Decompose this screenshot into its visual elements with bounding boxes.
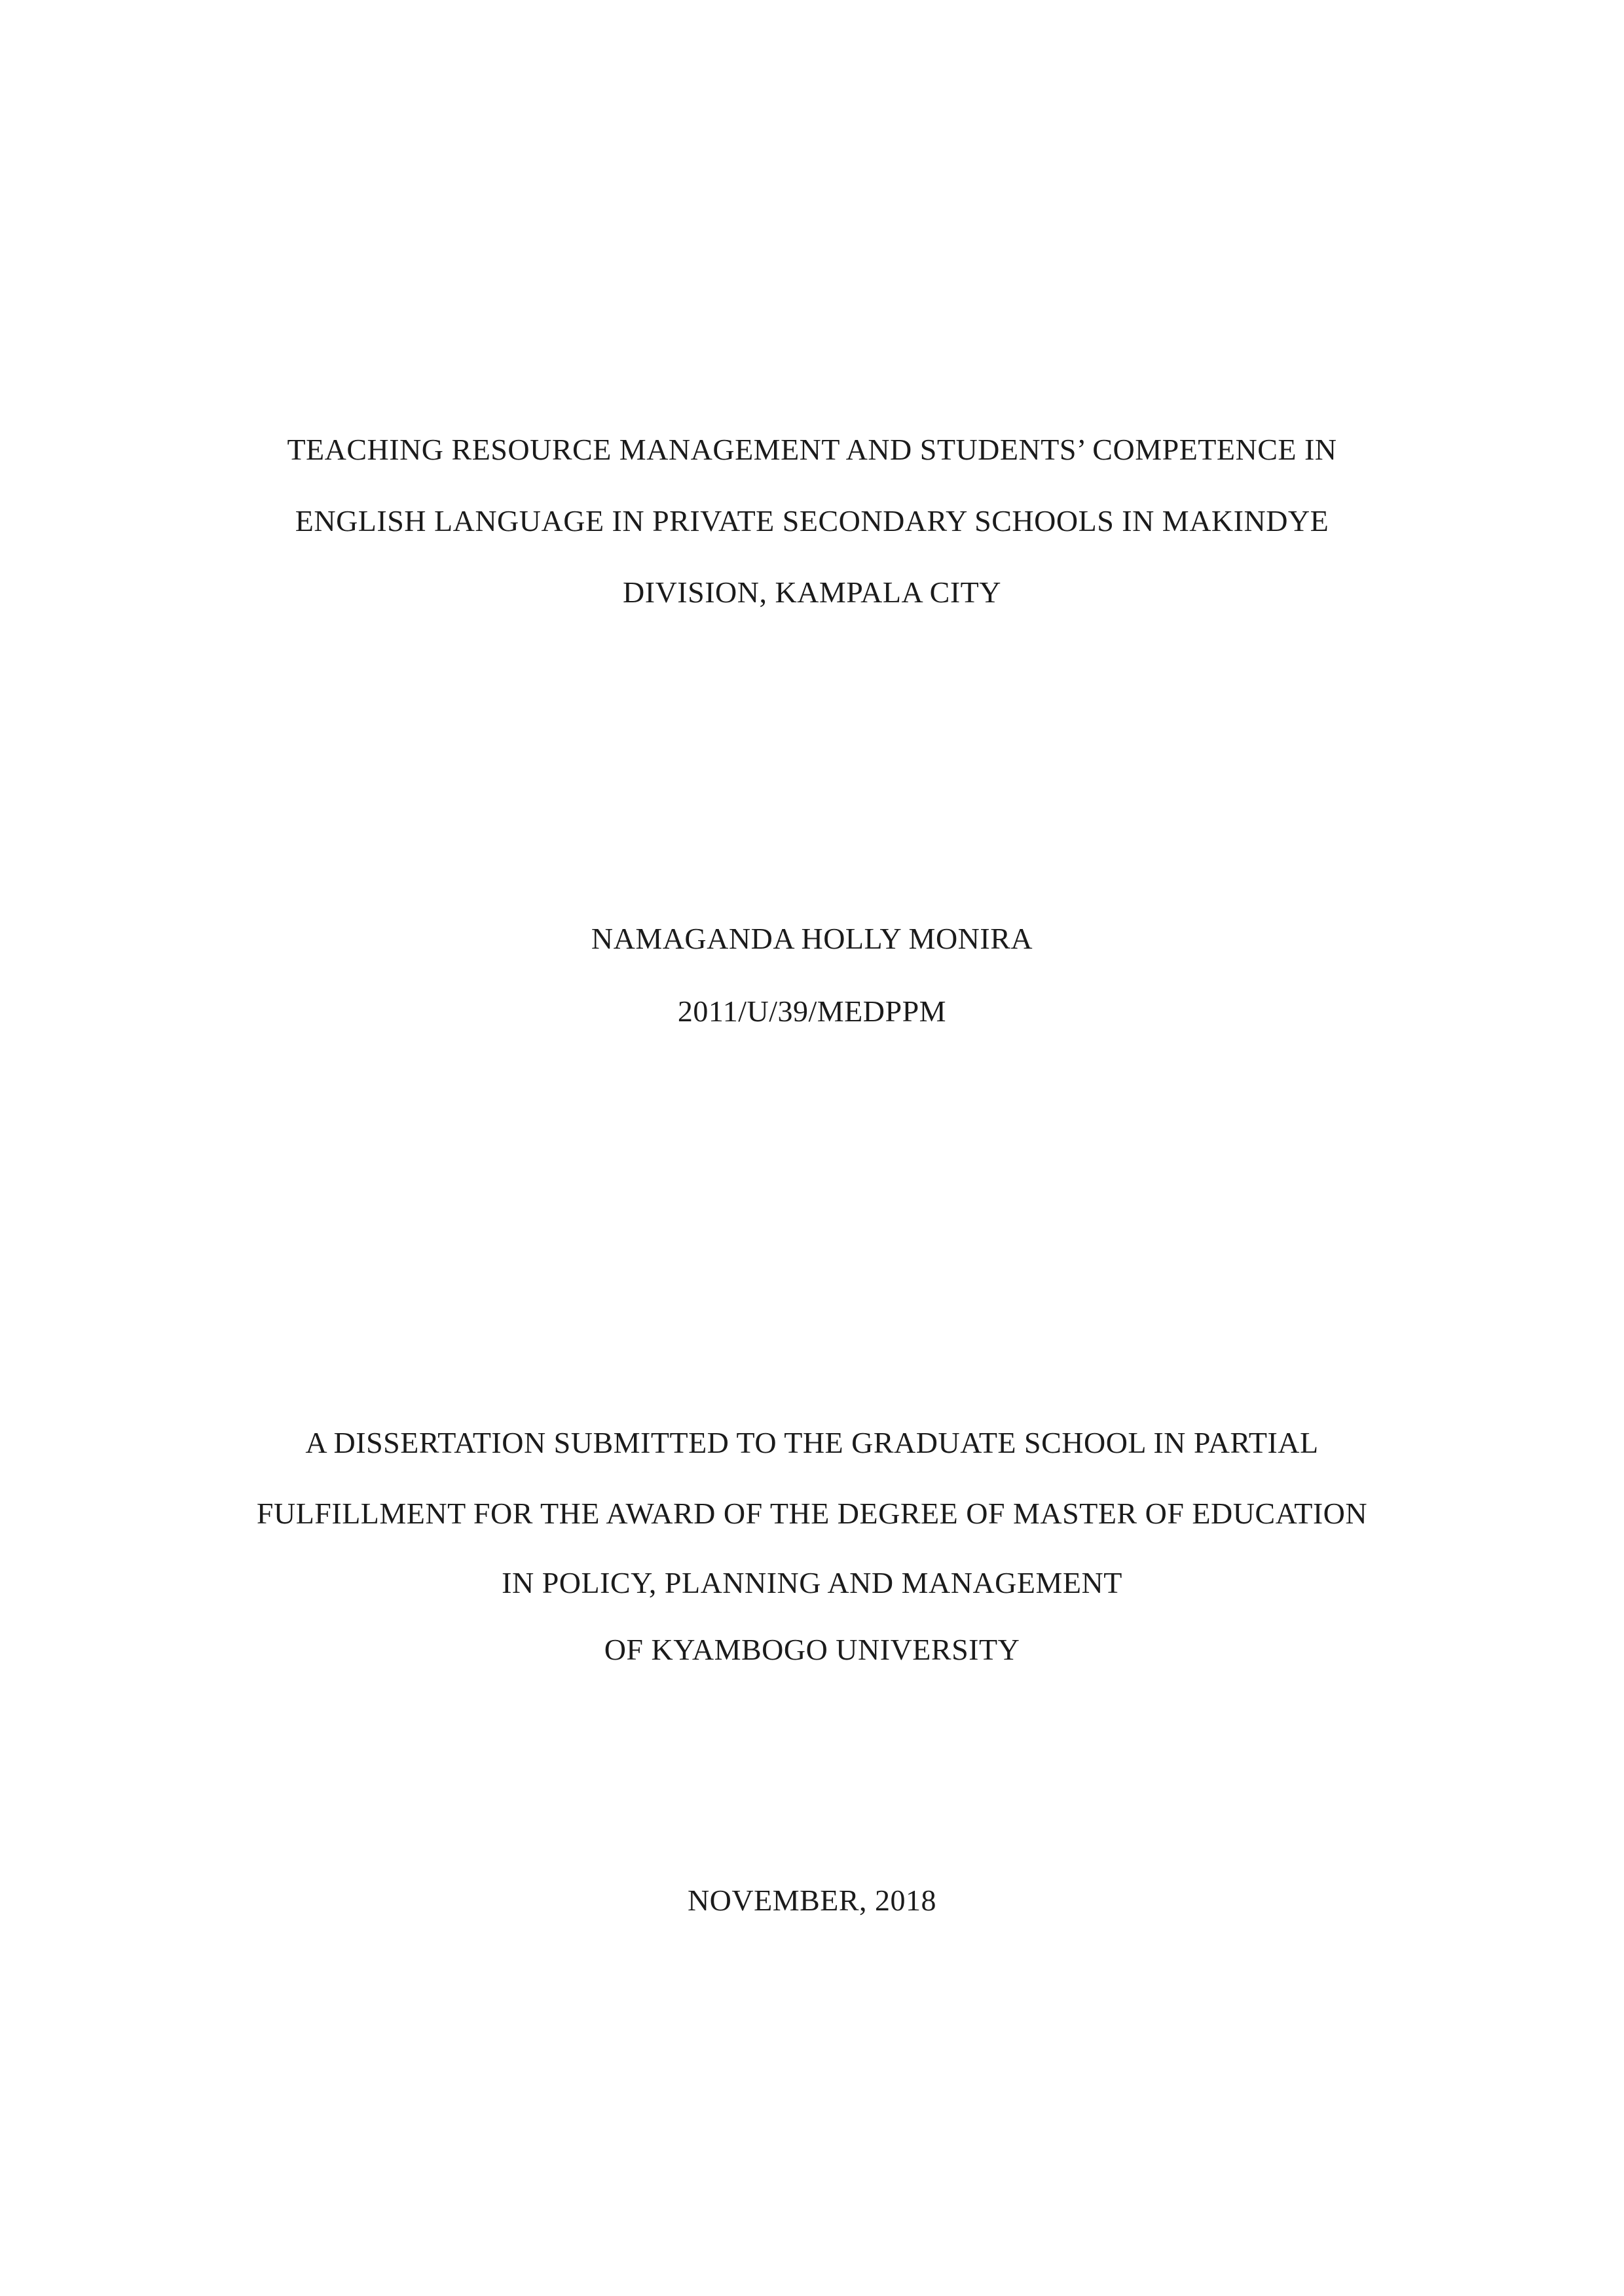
title-line-1: TEACHING RESOURCE MANAGEMENT AND STUDENTS’ COMPETENCE IN <box>287 433 1337 466</box>
title-line-2: ENGLISH LANGUAGE IN PRIVATE SECONDARY SCHOOLS IN MAKINDYE <box>295 504 1329 538</box>
author-name: NAMAGANDA HOLLY MONIRA <box>591 922 1033 955</box>
statement-line-4: OF KYAMBOGO UNIVERSITY <box>604 1633 1020 1666</box>
submission-date: NOVEMBER, 2018 <box>687 1884 937 1917</box>
registration-number: 2011/U/39/MEDPPM <box>677 994 947 1028</box>
statement-line-1: A DISSERTATION SUBMITTED TO THE GRADUATE SCHOOL IN PARTIAL <box>305 1426 1319 1459</box>
statement-line-3: IN POLICY, PLANNING AND MANAGEMENT <box>502 1566 1122 1599</box>
statement-line-2: FULFILLMENT FOR THE AWARD OF THE DEGREE OF MASTER OF EDUCATION <box>256 1497 1368 1530</box>
title-line-3: DIVISION, KAMPALA CITY <box>623 575 1001 609</box>
